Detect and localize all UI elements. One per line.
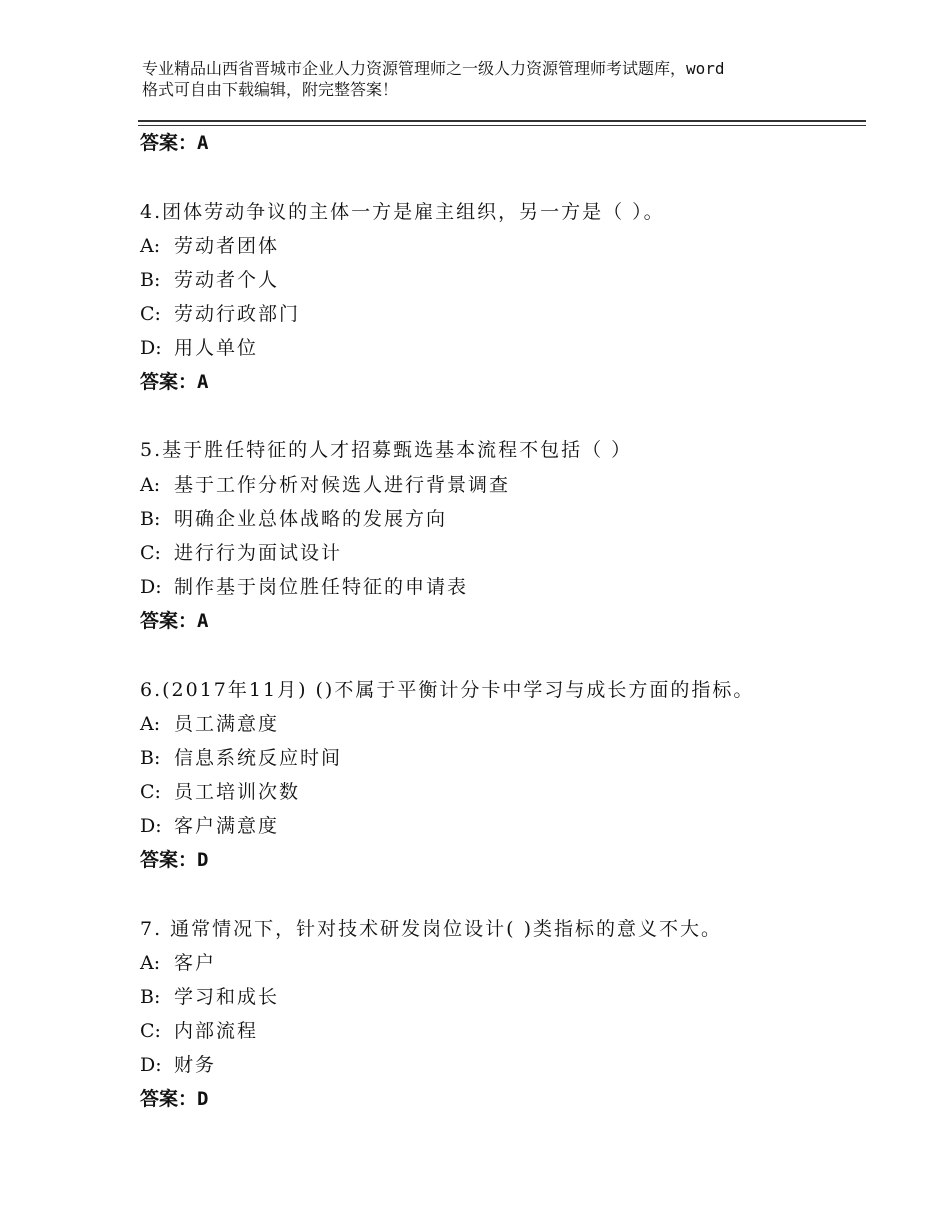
question-7-option-d xyxy=(140,1053,216,1077)
option-letter: A: xyxy=(140,235,161,257)
option-letter: C: xyxy=(140,1020,161,1042)
question-5-text: 5.基于胜任特征的人才招募甄选基本流程不包括（ ） xyxy=(140,439,633,461)
question-4-answer: 答案：A xyxy=(140,371,209,393)
option-letter: B: xyxy=(140,747,161,769)
option-text: 学习和成长 xyxy=(174,986,280,1008)
question-5-option-a xyxy=(140,473,510,497)
question-4-option-c xyxy=(140,302,300,326)
header-line-1: 专业精品山西省晋城市企业人力资源管理师之一级人力资源管理师考试题库，word xyxy=(142,59,725,78)
option-letter: B: xyxy=(140,986,161,1008)
option-letter: B: xyxy=(140,508,161,530)
header-divider-thick xyxy=(138,120,866,122)
option-letter: C: xyxy=(140,303,161,325)
question-4-option-b xyxy=(140,268,279,292)
question-6-answer: 答案：D xyxy=(140,849,209,871)
option-letter: D: xyxy=(140,337,162,359)
question-5-answer: 答案：A xyxy=(140,610,209,632)
option-text: 信息系统反应时间 xyxy=(174,747,343,769)
option-letter: A: xyxy=(140,952,161,974)
question-4-text: 4.团体劳动争议的主体一方是雇主组织，另一方是（ ）。 xyxy=(140,201,665,223)
option-text: 员工培训次数 xyxy=(174,781,301,803)
option-letter: D: xyxy=(140,1054,162,1076)
question-4-option-d xyxy=(140,336,258,360)
question-6-option-d xyxy=(140,814,279,838)
option-text: 劳动者团体 xyxy=(174,235,280,257)
document-header xyxy=(142,58,832,100)
option-text: 明确企业总体战略的发展方向 xyxy=(174,508,448,530)
option-text: 客户满意度 xyxy=(174,815,280,837)
option-letter: A: xyxy=(140,713,161,735)
question-5-option-d xyxy=(140,575,468,599)
question-6-option-b xyxy=(140,746,342,770)
option-text: 劳动者个人 xyxy=(174,269,280,291)
question-4-option-a xyxy=(140,234,279,258)
question-7-answer: 答案：D xyxy=(140,1088,209,1110)
question-6-option-a xyxy=(140,712,279,736)
question-7-option-c xyxy=(140,1019,258,1043)
option-letter: C: xyxy=(140,781,161,803)
question-7-option-b xyxy=(140,985,279,1009)
question-5-option-c xyxy=(140,541,342,565)
option-text: 用人单位 xyxy=(174,337,259,359)
option-text: 内部流程 xyxy=(174,1020,259,1042)
question-6-option-c xyxy=(140,780,300,804)
option-text: 基于工作分析对候选人进行背景调查 xyxy=(174,474,511,496)
option-text: 员工满意度 xyxy=(174,713,280,735)
header-line-2: 格式可自由下载编辑，附完整答案！ xyxy=(142,80,399,99)
previous-question-answer: 答案：A xyxy=(140,132,209,154)
question-7-option-a xyxy=(140,951,216,975)
question-5-option-b xyxy=(140,507,447,531)
option-text: 财务 xyxy=(174,1054,217,1076)
option-text: 客户 xyxy=(174,952,217,974)
question-7-text: 7. 通常情况下，针对技术研发岗位设计( )类指标的意义不大。 xyxy=(140,918,723,940)
option-text: 劳动行政部门 xyxy=(174,303,301,325)
header-divider-thin xyxy=(138,125,866,126)
question-6-text: 6.(2017年11月) ()不属于平衡计分卡中学习与成长方面的指标。 xyxy=(140,679,755,701)
option-letter: D: xyxy=(140,815,162,837)
option-text: 进行行为面试设计 xyxy=(174,542,343,564)
option-text: 制作基于岗位胜任特征的申请表 xyxy=(174,576,469,598)
option-letter: B: xyxy=(140,269,161,291)
option-letter: D: xyxy=(140,576,162,598)
option-letter: C: xyxy=(140,542,161,564)
option-letter: A: xyxy=(140,474,161,496)
